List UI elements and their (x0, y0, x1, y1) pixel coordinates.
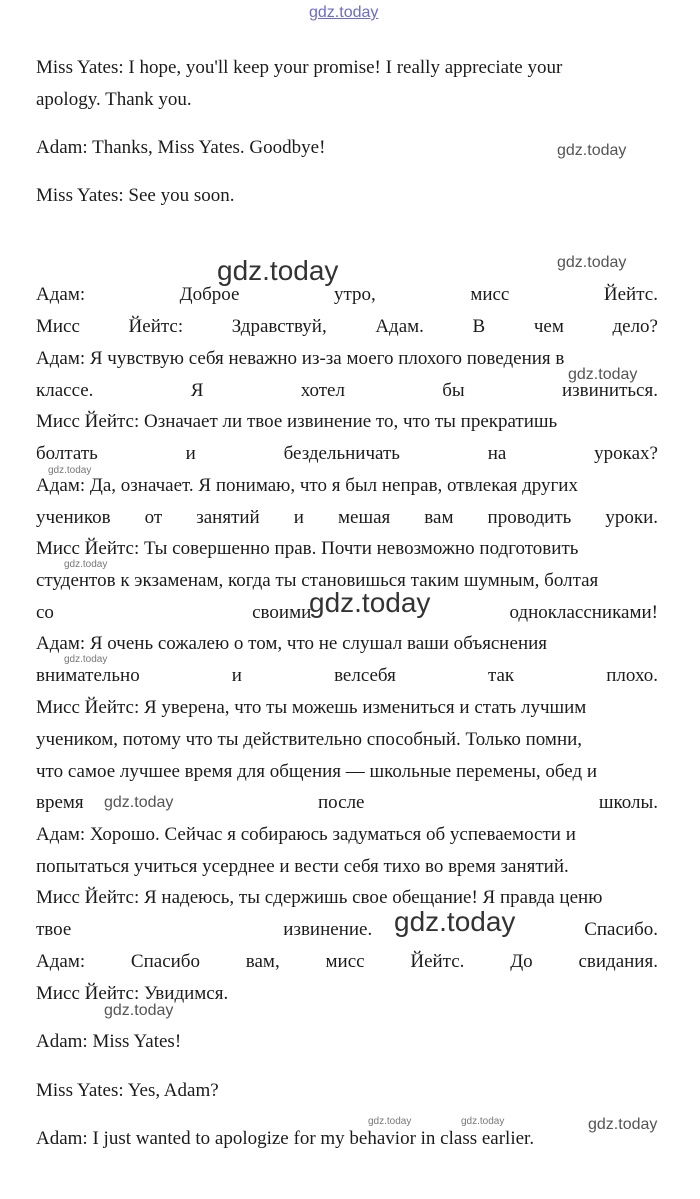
word: так (487, 665, 515, 686)
russian-line: Адам: Да, означает. Я понимаю, что я был неправ, отвлекая других (36, 475, 578, 496)
russian-line: студентов к экзаменам, когда ты становишься таким шумным, болтая (36, 570, 599, 591)
word: и (293, 507, 304, 528)
russian-line (36, 665, 658, 687)
word: после (318, 792, 365, 813)
russian-line: учеником, потому что ты действительно способный. Только помни, (36, 729, 583, 750)
russian-line (36, 507, 658, 529)
watermark: gdz.today (568, 366, 638, 383)
word: Я (190, 380, 204, 401)
english-top-line: apology. Thank you. (36, 89, 192, 110)
watermark: gdz.today (217, 255, 339, 286)
word: утро, (333, 284, 376, 305)
russian-line: что самое лучшее время для общения — школьные перемены, обед и (36, 761, 598, 782)
russian-line: Мисс Йейтс: Означает ли твое извинение то, что ты прекратишь (36, 411, 558, 432)
word: школы. (598, 792, 658, 813)
word: В (472, 316, 486, 337)
word: свидания. (578, 951, 658, 972)
word: мешая (337, 507, 391, 528)
word: До (510, 951, 533, 972)
word: занятий (196, 507, 260, 528)
word: хотел (300, 380, 345, 401)
watermark: gdz.today (368, 1116, 412, 1127)
watermark: gdz.today (461, 1116, 505, 1127)
russian-line: Адам: Я чувствую себя неважно из-за моего плохого поведения в (36, 348, 565, 369)
russian-line: попытаться учиться усерднее и вести себя тихо во время занятий. (36, 856, 569, 877)
word: твое (36, 919, 72, 940)
word: Здравствуй, (231, 316, 327, 337)
english-top-line: Adam: Thanks, Miss Yates. Goodbye! (36, 137, 326, 158)
watermark: gdz.today (309, 587, 431, 618)
word: своими (252, 602, 312, 623)
word: болтать (36, 443, 98, 464)
word: Йейтс: (128, 316, 184, 337)
word: от (144, 507, 163, 528)
watermark: gdz.today (64, 559, 108, 570)
word: классе. (36, 380, 94, 401)
watermark: gdz.today (104, 1002, 174, 1019)
word: одноклассниками! (509, 602, 658, 623)
word: велсебя (334, 665, 396, 686)
word: и (185, 443, 196, 464)
word: и (231, 665, 242, 686)
russian-line (36, 443, 658, 465)
russian-line (36, 919, 658, 941)
word: Мисс (36, 316, 80, 337)
english-bottom-line: Adam: Miss Yates! (36, 1031, 182, 1052)
word: Йейтс. (410, 951, 465, 972)
word: чем (533, 316, 564, 337)
word: извинение. (283, 919, 373, 940)
word: вам, (245, 951, 280, 972)
russian-line (36, 951, 658, 973)
word: извиниться. (561, 380, 658, 401)
word: бездельничать (283, 443, 400, 464)
russian-line (36, 380, 658, 402)
word: на (487, 443, 507, 464)
word: Йейтс. (603, 284, 658, 305)
word: Адам. (375, 316, 424, 337)
word: вам (424, 507, 454, 528)
word: бы (442, 380, 465, 401)
word: Спасибо (130, 951, 200, 972)
english-bottom-line: Adam: I just wanted to apologize for my behavior in class earlier. (36, 1128, 535, 1149)
russian-line: Мисс Йейтс: Я надеюсь, ты сдержишь свое обещание! Я правда ценю (36, 887, 603, 908)
word: Адам: (36, 284, 86, 305)
english-top-line: Miss Yates: I hope, you'll keep your promise! I really appreciate your (36, 57, 563, 78)
watermark: gdz.today (64, 654, 108, 665)
word: уроках? (594, 443, 658, 464)
russian-line: Мисс Йейтс: Ты совершенно прав. Почти невозможно подготовить (36, 538, 579, 559)
russian-line: Мисс Йейтс: Увидимся. (36, 983, 229, 1004)
word: внимательно (36, 665, 140, 686)
watermark: gdz.today (394, 906, 516, 937)
word: Адам: (36, 951, 86, 972)
english-top-line: Miss Yates: See you soon. (36, 185, 235, 206)
word: мисс (470, 284, 510, 305)
word: дело? (612, 316, 658, 337)
watermark: gdz.today (48, 465, 92, 476)
word: учеников (36, 507, 111, 528)
watermark: gdz.today (588, 1116, 658, 1133)
watermark: gdz.today (557, 254, 627, 271)
word: со (36, 602, 54, 623)
russian-line: Мисс Йейтс: Я уверена, что ты можешь измениться и стать лучшим (36, 697, 587, 718)
russian-line: Адам: Я очень сожалею о том, что не слушал ваши объяснения (36, 633, 548, 654)
watermark: gdz.today (557, 142, 627, 159)
russian-line (36, 316, 658, 338)
russian-line (36, 284, 658, 306)
word: мисс (325, 951, 365, 972)
word: Доброе (179, 284, 240, 305)
watermark: gdz.today (104, 794, 174, 811)
word: время (36, 792, 84, 813)
english-bottom-line: Miss Yates: Yes, Adam? (36, 1080, 219, 1101)
word: проводить (487, 507, 572, 528)
russian-line: Адам: Хорошо. Сейчас я собираюсь задуматься об успеваемости и (36, 824, 576, 845)
word: плохо. (606, 665, 658, 686)
header-watermark: gdz.today (309, 4, 379, 21)
word: Спасибо. (584, 919, 658, 940)
word: уроки. (605, 507, 658, 528)
